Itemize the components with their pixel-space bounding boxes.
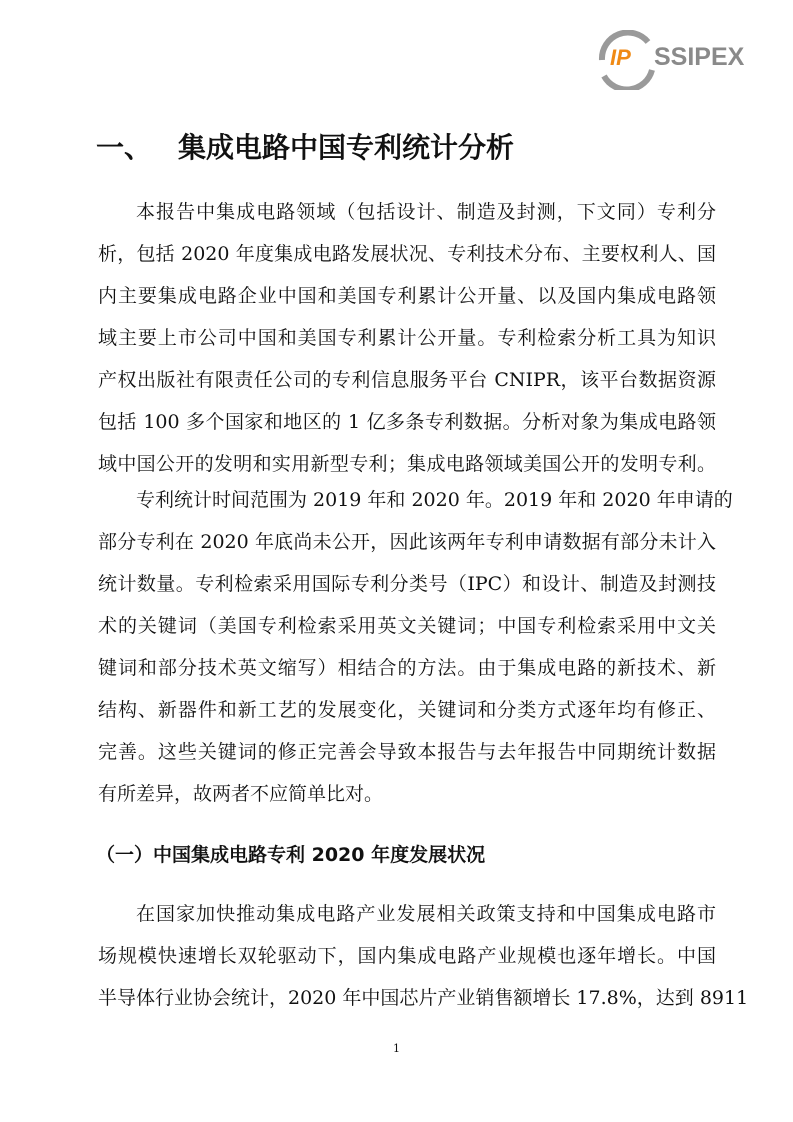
section-title: 集成电路中国专利统计分析 (178, 131, 515, 164)
section-heading (96, 126, 514, 166)
paragraph-1 (98, 191, 716, 485)
logo-name: SSIPEX (654, 43, 745, 71)
text-line: 产权出版社有限责任公司的专利信息服务平台 CNIPR，该平台数据资源 (98, 369, 716, 391)
ssipex-logo (596, 30, 766, 90)
paragraph-3 (98, 893, 749, 1019)
page-number: 1 (393, 1042, 400, 1055)
text-line: 结构、新器件和新工艺的发展变化，关键词和分类方式逐年均有修正、 (98, 699, 716, 721)
text-line: 完善。这些关键词的修正完善会导致本报告与去年报告中同期统计数据 (98, 741, 716, 763)
text-line: 本报告中集成电路领域（包括设计、制造及封测，下文同）专利分 (136, 201, 716, 223)
text-line: 部分专利在 2020 年底尚未公开，因此该两年专利申请数据有部分未计入 (98, 531, 716, 553)
text-line: 域中国公开的发明和实用新型专利；集成电路领域美国公开的发明专利。 (98, 453, 716, 475)
text-line: 专利统计时间范围为 2019 年和 2020 年。2019 年和 2020 年申请的 (136, 489, 733, 511)
text-line: 术的关键词（美国专利检索采用英文关键词；中国专利检索采用中文关 (98, 615, 716, 637)
text-line: 析，包括 2020 年度集成电路发展状况、专利技术分布、主要权利人、国 (98, 243, 716, 265)
text-line: 内主要集成电路企业中国和美国专利累计公开量、以及国内集成电路领 (98, 285, 716, 307)
text-line: 半导体行业协会统计，2020 年中国芯片产业销售额增长 17.8%，达到 8911 (98, 987, 749, 1009)
subsection-heading: （一）中国集成电路专利 2020 年度发展状况 (96, 844, 486, 866)
text-line: 有所差异，故两者不应简单比对。 (98, 783, 384, 805)
text-line: 键词和部分技术英文缩写）相结合的方法。由于集成电路的新技术、新 (98, 657, 716, 679)
text-line: 场规模快速增长双轮驱动下，国内集成电路产业规模也逐年增长。中国 (98, 945, 716, 967)
section-number: 一、 (96, 131, 153, 164)
logo-ip-text: IP (610, 45, 631, 70)
paragraph-2 (98, 479, 733, 815)
text-line: 域主要上市公司中国和美国专利累计公开量。专利检索分析工具为知识 (98, 327, 716, 349)
text-line: 在国家加快推动集成电路产业发展相关政策支持和中国集成电路市 (136, 903, 716, 925)
text-line: 统计数量。专利检索采用国际专利分类号（IPC）和设计、制造及封测技 (98, 573, 716, 595)
text-line: 包括 100 多个国家和地区的 1 亿多条专利数据。分析对象为集成电路领 (98, 411, 716, 433)
